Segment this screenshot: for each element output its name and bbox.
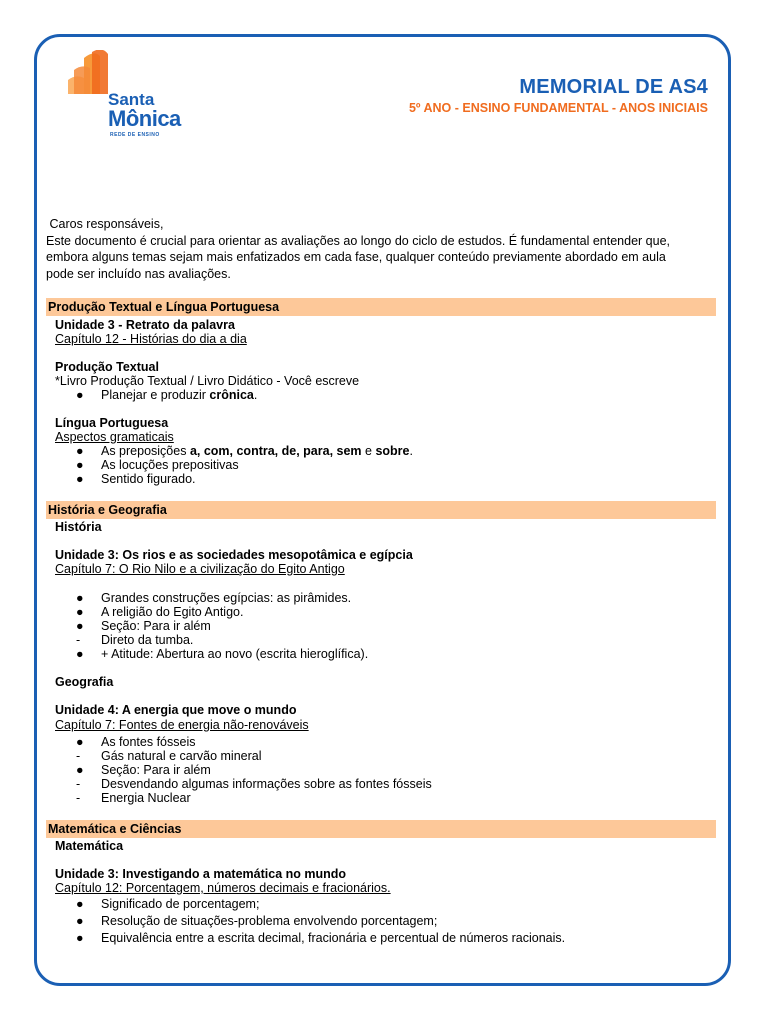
list-item: Planejar e produzir crônica.: [101, 388, 258, 402]
logo-text-monica: Mônica: [108, 106, 181, 131]
logo-text-rede: REDE DE ENSINO: [110, 132, 160, 138]
subject-title-producao: Produção Textual: [55, 360, 159, 374]
chapter-title: Capítulo 12 - Histórias do dia a dia: [55, 332, 247, 346]
bullet-icon: ●: [76, 763, 84, 777]
unit-title: Unidade 3: Investigando a matemática no mundo: [55, 867, 347, 881]
bullet-icon: ●: [76, 591, 84, 605]
chapter-title: Capítulo 7: O Rio Nilo e a civilização do Egito Antigo: [55, 562, 345, 576]
list-item: A religião do Egito Antigo.: [101, 605, 244, 619]
section-bar-matematica-ciencias: Matemática e Ciências: [46, 820, 716, 838]
bullet-icon: ●: [76, 897, 84, 911]
subject-title-matematica: Matemática: [55, 839, 124, 853]
subject-title-lingua: Língua Portuguesa: [55, 416, 169, 430]
list-item: Sentido figurado.: [101, 472, 196, 486]
list-item: Seção: Para ir além: [101, 619, 211, 633]
intro-line-1: Este documento é crucial para orientar as avaliações ao longo do ciclo de estudos. É fundamental entender que,: [46, 233, 671, 248]
intro-line-3: pode ser incluído nas avaliações.: [46, 266, 231, 281]
list-item: Gás natural e carvão mineral: [101, 749, 262, 763]
list-item: As locuções prepositivas: [101, 458, 239, 472]
list-item: As preposições a, com, contra, de, para, sem e sobre.: [101, 444, 413, 458]
section-bar-portugues: Produção Textual e Língua Portuguesa: [46, 298, 716, 316]
intro-line-2: embora alguns temas sejam mais enfatizados em cada fase, qualquer conteúdo previamente abordado em aula: [46, 250, 666, 264]
bullet-icon: ●: [76, 931, 84, 945]
list-item: + Atitude: Abertura ao novo (escrita hieroglífica).: [101, 647, 369, 661]
unit-title: Unidade 3 - Retrato da palavra: [55, 318, 235, 332]
unit-title: Unidade 3: Os rios e as sociedades mesopotâmica e egípcia: [55, 548, 413, 562]
list-item: Significado de porcentagem;: [101, 897, 260, 911]
dash-marker: -: [76, 749, 81, 763]
list-item: Equivalência entre a escrita decimal, fracionária e percentual de números racionais.: [101, 931, 566, 945]
list-item: Grandes construções egípcias: as pirâmides.: [101, 591, 352, 605]
list-item: Seção: Para ir além: [101, 763, 211, 777]
intro-greeting: Caros responsáveis,: [46, 217, 164, 231]
dash-marker: -: [76, 791, 81, 805]
subject-title-historia: História: [55, 520, 102, 534]
document-title: MEMORIAL DE AS4: [519, 76, 708, 98]
list-item: Energia Nuclear: [101, 791, 191, 805]
dash-marker: -: [76, 777, 81, 791]
chapter-title: Capítulo 12: Porcentagem, números decimais e fracionários.: [55, 881, 391, 895]
list-item: Direto da tumba.: [101, 633, 194, 647]
dash-marker: -: [76, 633, 81, 647]
bullet-icon: ●: [76, 388, 84, 402]
bullet-icon: ●: [76, 605, 84, 619]
bullet-icon: ●: [76, 458, 84, 472]
list-item: Resolução de situações-problema envolvendo porcentagem;: [101, 914, 438, 928]
subsection-title: Aspectos gramaticais: [55, 430, 174, 444]
bullet-icon: ●: [76, 735, 84, 749]
bullet-icon: ●: [76, 647, 84, 661]
list-item: Desvendando algumas informações sobre as fontes fósseis: [101, 777, 432, 791]
bullet-icon: ●: [76, 914, 84, 928]
source-note: *Livro Produção Textual / Livro Didático - Você escreve: [55, 374, 360, 388]
document-header: [409, 76, 708, 115]
intro-text: [46, 216, 726, 282]
unit-title: Unidade 4: A energia que move o mundo: [55, 703, 297, 717]
subject-title-geografia: Geografia: [55, 675, 114, 689]
bullet-icon: ●: [76, 619, 84, 633]
bullet-icon: ●: [76, 472, 84, 486]
bullet-icon: ●: [76, 444, 84, 458]
chapter-title: Capítulo 7: Fontes de energia não-renováveis: [55, 718, 309, 732]
document-subtitle: 5º ANO - ENSINO FUNDAMENTAL - ANOS INICIAIS: [408, 101, 708, 115]
list-item: As fontes fósseis: [101, 735, 196, 749]
section-bar-historia-geografia: História e Geografia: [46, 501, 716, 519]
logo-text-santa: Santa: [108, 90, 155, 109]
logo: [66, 50, 181, 145]
